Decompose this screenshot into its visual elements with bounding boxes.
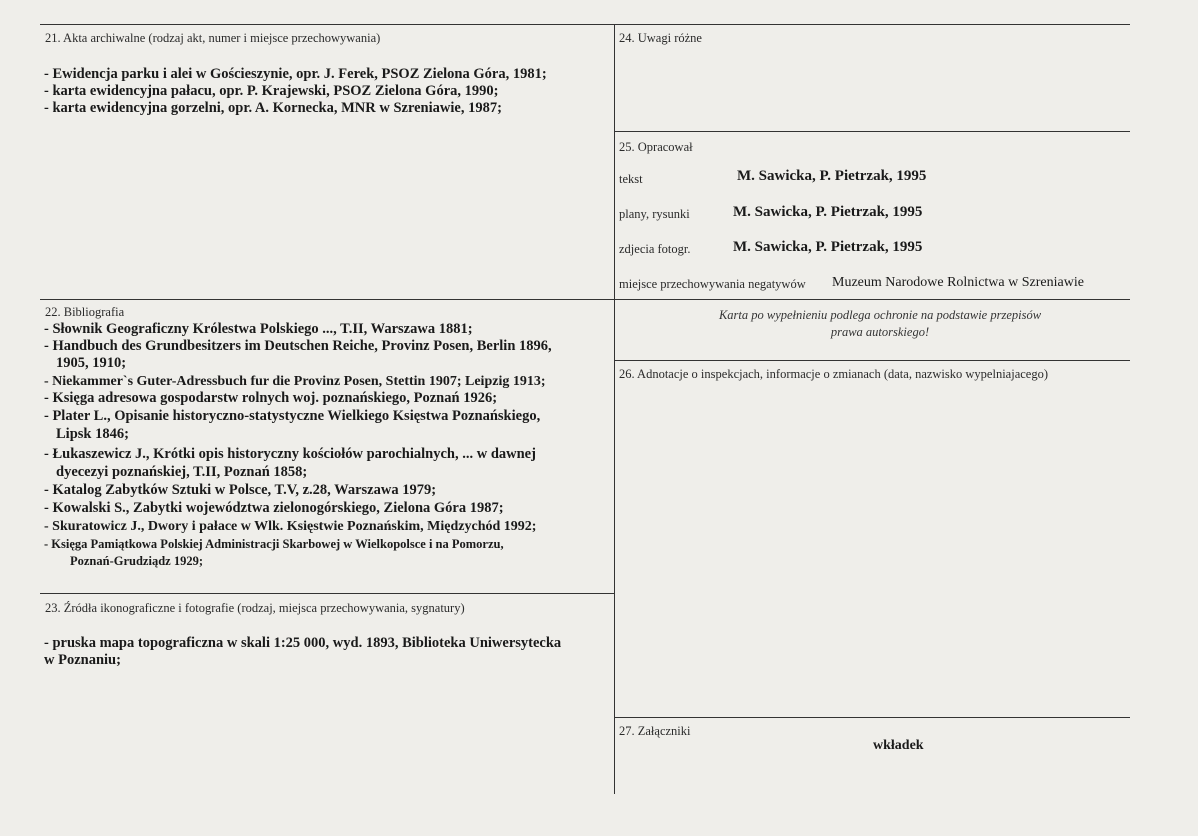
bibliography-line-2: - Handbuch des Grundbesitzers im Deutschen Reiche, Provinz Posen, Berlin 1896, (44, 338, 552, 354)
bibliography-line-7: Lipsk 1846; (56, 426, 129, 442)
bibliography-line-1: - Słownik Geograficzny Królestwa Polskiego ..., T.II, Warszawa 1881; (44, 321, 473, 337)
bibliography-line-10: - Katalog Zabytków Sztuki w Polsce, T.V, z.28, Warszawa 1979; (44, 482, 437, 498)
bibliography-line-8: - Łukaszewicz J., Krótki opis historyczny kościołów parochialnych, ... w dawnej (44, 446, 536, 462)
section-22-heading: 22. Bibliografia (45, 305, 125, 319)
section-23-line-2: w Poznaniu; (44, 652, 121, 668)
section-25-heading: 25. Opracował (619, 140, 693, 154)
divider-22-23 (40, 593, 614, 594)
bibliography-line-14: Poznań-Grudziądz 1929; (70, 554, 203, 568)
copyright-note-line-1: Karta po wypełnieniu podlega ochronie na podstawie przepisów (718, 308, 1042, 322)
section-23-heading: 23. Źródła ikonograficzne i fotografie (rodzaj, miejsca przechowywania, sygnatury) (45, 601, 465, 615)
author-label-text: tekst (619, 172, 643, 186)
author-label-plans: plany, rysunki (619, 207, 690, 221)
bibliography-line-12: - Skuratowicz J., Dwory i pałace w Wlk. Księstwie Poznańskim, Międzychód 1992; (44, 519, 537, 534)
divider-25-26 (614, 360, 1130, 361)
author-label-photos: zdjecia fotogr. (619, 242, 691, 256)
section-21-line-2: - karta ewidencyjna pałacu, opr. P. Krajewski, PSOZ Zielona Góra, 1990; (44, 83, 499, 99)
bibliography-line-9: dyecezyi poznańskiej, T.II, Poznań 1858; (56, 464, 308, 480)
section-24-heading: 24. Uwagi różne (619, 31, 702, 45)
bibliography-line-11: - Kowalski S., Zabytki województwa zielonogórskiego, Zielona Góra 1987; (44, 500, 504, 516)
bibliography-line-3: 1905, 1910; (56, 355, 127, 371)
divider-26-27 (614, 717, 1130, 718)
section-21-line-3: - karta ewidencyjna gorzelni, opr. A. Kornecka, MNR w Szreniawie, 1987; (44, 100, 502, 116)
divider-24-25 (614, 131, 1130, 132)
column-divider (614, 24, 615, 794)
bibliography-line-13: - Księga Pamiątkowa Polskiej Administracji Skarbowej w Wielkopolsce i na Pomorzu, (44, 537, 504, 551)
bibliography-line-5: - Księga adresowa gospodarstw rolnych woj. poznańskiego, Poznań 1926; (44, 390, 498, 406)
author-value-text: M. Sawicka, P. Pietrzak, 1995 (737, 168, 927, 184)
section-21-line-1: - Ewidencja parku i alei w Gościeszynie, opr. J. Ferek, PSOZ Zielona Góra, 1981; (44, 66, 547, 82)
author-value-photos: M. Sawicka, P. Pietrzak, 1995 (733, 239, 923, 255)
section-23-line-1: - pruska mapa topograficzna w skali 1:25 000, wyd. 1893, Biblioteka Uniwersytecka (44, 635, 562, 651)
section-27-heading: 27. Załączniki (619, 724, 691, 738)
section-26-heading: 26. Adnotacje o inspekcjach, informacje o zmianach (data, nazwisko wypelniajacego) (619, 367, 1048, 381)
bibliography-line-4: - Niekammer`s Guter-Adressbuch fur die Provinz Posen, Stettin 1907; Leipzig 1913; (44, 374, 546, 389)
bibliography-line-6: - Plater L., Opisanie historyczno-statystyczne Wielkiego Księstwa Poznańskiego, (44, 408, 541, 424)
attachments-value: wkładek (873, 738, 924, 753)
section-21-heading: 21. Akta archiwalne (rodzaj akt, numer i miejsce przechowywania) (45, 31, 381, 45)
divider-21-22 (40, 299, 614, 300)
negatives-label: miejsce przechowywania negatywów (619, 277, 806, 291)
copyright-note-line-2: prawa autorskiego! (830, 325, 930, 339)
top-rule (40, 24, 1130, 25)
negatives-value: Muzeum Narodowe Rolnictwa w Szreniawie (832, 275, 1084, 290)
author-value-plans: M. Sawicka, P. Pietrzak, 1995 (733, 204, 923, 220)
divider-negatives (614, 299, 1130, 300)
